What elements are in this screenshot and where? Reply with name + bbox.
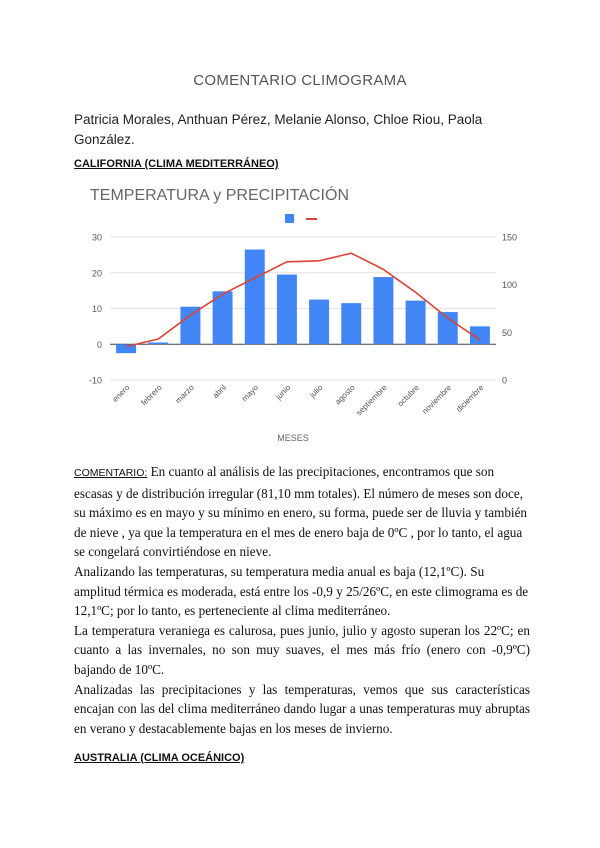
document-title: COMENTARIO CLIMOGRAMA [193,72,407,89]
x-tick-label: junio [274,383,293,402]
section-heading-california: CALIFORNIA (CLIMA MEDITERRÁNEO) [74,158,279,170]
y-left-tick-label: 0 [96,339,102,350]
bar [373,277,393,344]
commentary-label: COMENTARIO: [74,467,148,479]
commentary-paragraph-1 [74,462,530,562]
x-tick-label: septiembre [354,383,389,418]
bar [438,312,458,344]
x-tick-label: noviembre [420,383,454,416]
series-line [126,253,480,346]
y-left-tick-label: 10 [91,304,102,314]
legend-swatch-bars [285,214,294,223]
y-right-tick-label: 50 [502,327,513,338]
chart-title: TEMPERATURA y PRECIPITACIÓN [90,187,349,204]
y-left-tick-label: 30 [91,232,102,243]
y-right-tick-label: 0 [502,375,508,386]
climograph-chart [78,205,538,445]
commentary-paragraph-4: Analizadas las precipitaciones y las temperaturas, vemos que sus características encajan con las del clima mediterráneo dando lugar a unas temperaturas muy abruptas en verano y destacablemente bajas en los meses de invierno. [74,681,530,736]
x-tick-label: diciembre [454,383,486,414]
authors: Patricia Morales, Anthuan Pérez, Melanie Alonso, Chloe Riou, Paola González. [74,112,483,147]
x-tick-label: julio [308,383,325,400]
x-tick-label: enero [110,383,132,404]
bar [406,301,426,345]
y-left-tick-label: -10 [88,375,102,386]
y-right-tick-label: 100 [502,280,518,291]
y-left-tick-label: 20 [91,268,102,279]
x-tick-label: agosto [333,383,357,407]
x-tick-label: octubre [395,383,421,409]
bar [245,250,265,345]
bar [309,300,329,345]
bar [180,307,200,345]
commentary-p1-text: En cuanto al análisis de las precipitaciones, encontramos que son escasas y de distribución irregular (81,10 mm totales). El número de meses son doce, su máximo es en mayo y su mínimo en enero, su forma, puede ser de lluvia y también de nieve , ya que la temperatura en el mes de enero baja de 0ºC , por lo tanto, el agua se congelará convirtiéndose en nieve. [74,464,528,560]
commentary-paragraph-3: La temperatura veraniega es calurosa, pues junio, julio y agosto superan los 22ºC; en cuanto a las invernales, no son muy suaves, el mes más frío (enero con -0,9ºC) bajando de 10ºC. [74,622,530,677]
commentary-paragraph-2: Analizando las temperaturas, su temperatura media anual es baja (12,1ºC). Su amplitud térmica es moderada, está entre los -0,9 y 25/26ºC, en este climograma es de 12,1ºC; por lo tanto, es perteneciente al clima mediterráneo. [74,563,529,619]
bar [341,303,361,344]
x-tick-label: febrero [139,383,164,408]
commentary [74,462,530,738]
bar [148,342,168,344]
section-heading-australia: AUSTRALIA (CLIMA OCEÁNICO) [74,752,245,764]
x-tick-label: mayo [239,383,261,404]
x-tick-label: abril [210,383,228,401]
x-tick-label: marzo [173,383,196,406]
y-right-tick-label: 150 [502,232,518,243]
x-axis-label: MESES [277,433,309,443]
bar [277,275,297,345]
